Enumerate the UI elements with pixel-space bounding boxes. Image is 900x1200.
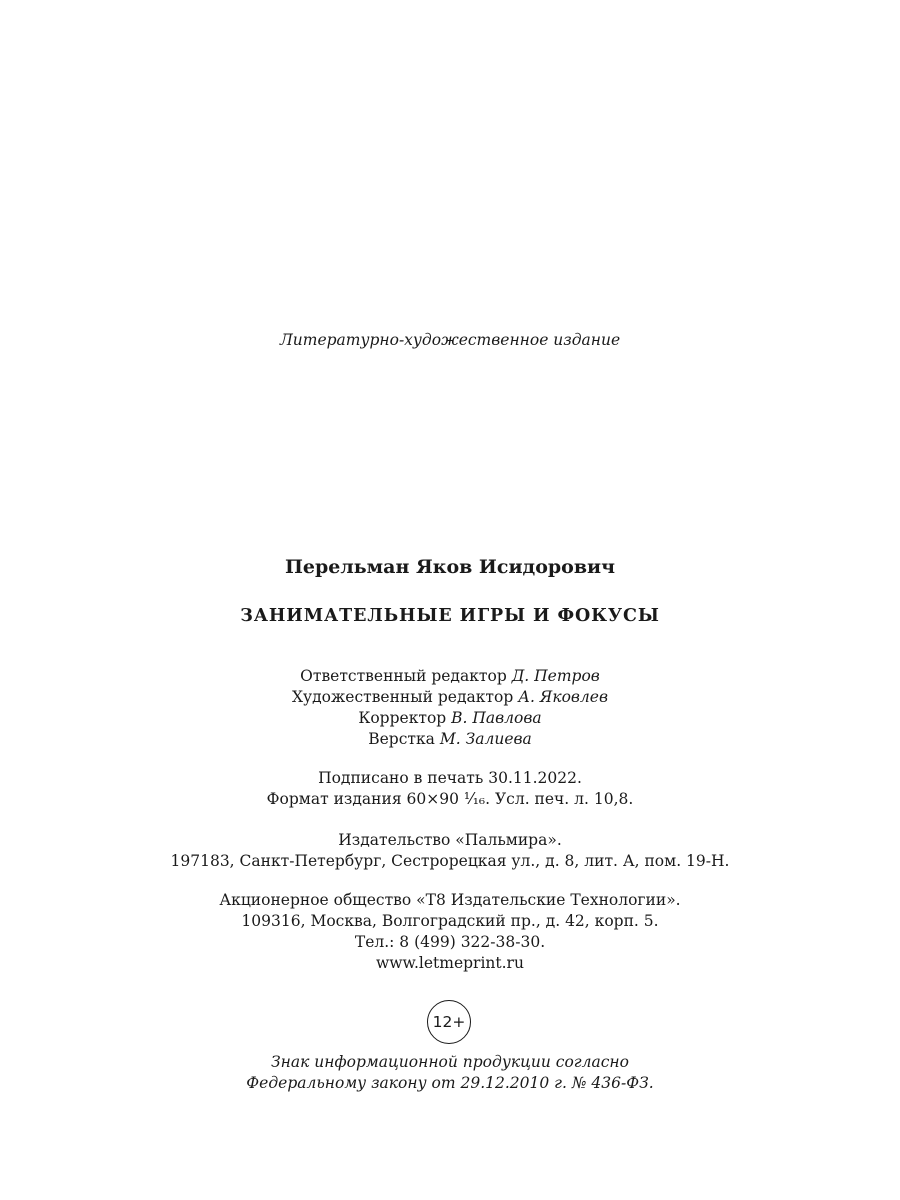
info-product-notice xyxy=(0,1052,900,1094)
editor-line xyxy=(0,666,900,687)
editor-name: А. Яковлев xyxy=(518,688,608,706)
edition-format: Формат издания 60×90 ¹⁄₁₆. Усл. печ. л. 10,8. xyxy=(266,790,634,808)
publisher-name: Издательство «Пальмира». xyxy=(338,831,562,849)
editor-line xyxy=(0,729,900,750)
publisher-block xyxy=(0,830,900,872)
age-rating-label: 12+ xyxy=(432,1013,466,1031)
editor-line xyxy=(0,708,900,729)
editor-role: Художественный редактор xyxy=(291,688,514,706)
printer-address: 109316, Москва, Волгоградский пр., д. 42, корп. 5. xyxy=(241,912,659,930)
printer-website: www.letmeprint.ru xyxy=(376,954,524,972)
signed-to-print: Подписано в печать 30.11.2022. xyxy=(318,769,582,787)
notice-line: Федеральному закону от 29.12.2010 г. № 436-ФЗ. xyxy=(246,1074,654,1092)
editors-block xyxy=(0,666,900,750)
book-title: ЗАНИМАТЕЛЬНЫЕ ИГРЫ И ФОКУСЫ xyxy=(240,606,660,626)
printer-name: Акционерное общество «Т8 Издательские Технологии». xyxy=(219,891,681,909)
printer-block xyxy=(0,890,900,974)
publisher-address: 197183, Санкт-Петербург, Сестрорецкая ул., д. 8, лит. А, пом. 19-Н. xyxy=(170,852,730,870)
editor-name: М. Залиева xyxy=(439,730,532,748)
editor-name: Д. Петров xyxy=(511,667,600,685)
editor-line xyxy=(0,687,900,708)
printer-phone: Тел.: 8 (499) 322-38-30. xyxy=(354,933,546,951)
age-rating-badge xyxy=(427,1000,471,1044)
print-info-block xyxy=(0,768,900,810)
edition-type: Литературно-художественное издание xyxy=(279,331,621,349)
notice-line: Знак информационной продукции согласно xyxy=(271,1053,629,1071)
editor-role: Корректор xyxy=(358,709,447,727)
editor-role: Ответственный редактор xyxy=(300,667,507,685)
editor-role: Верстка xyxy=(368,730,435,748)
editor-name: В. Павлова xyxy=(451,709,542,727)
author-name: Перельман Яков Исидорович xyxy=(284,556,616,578)
